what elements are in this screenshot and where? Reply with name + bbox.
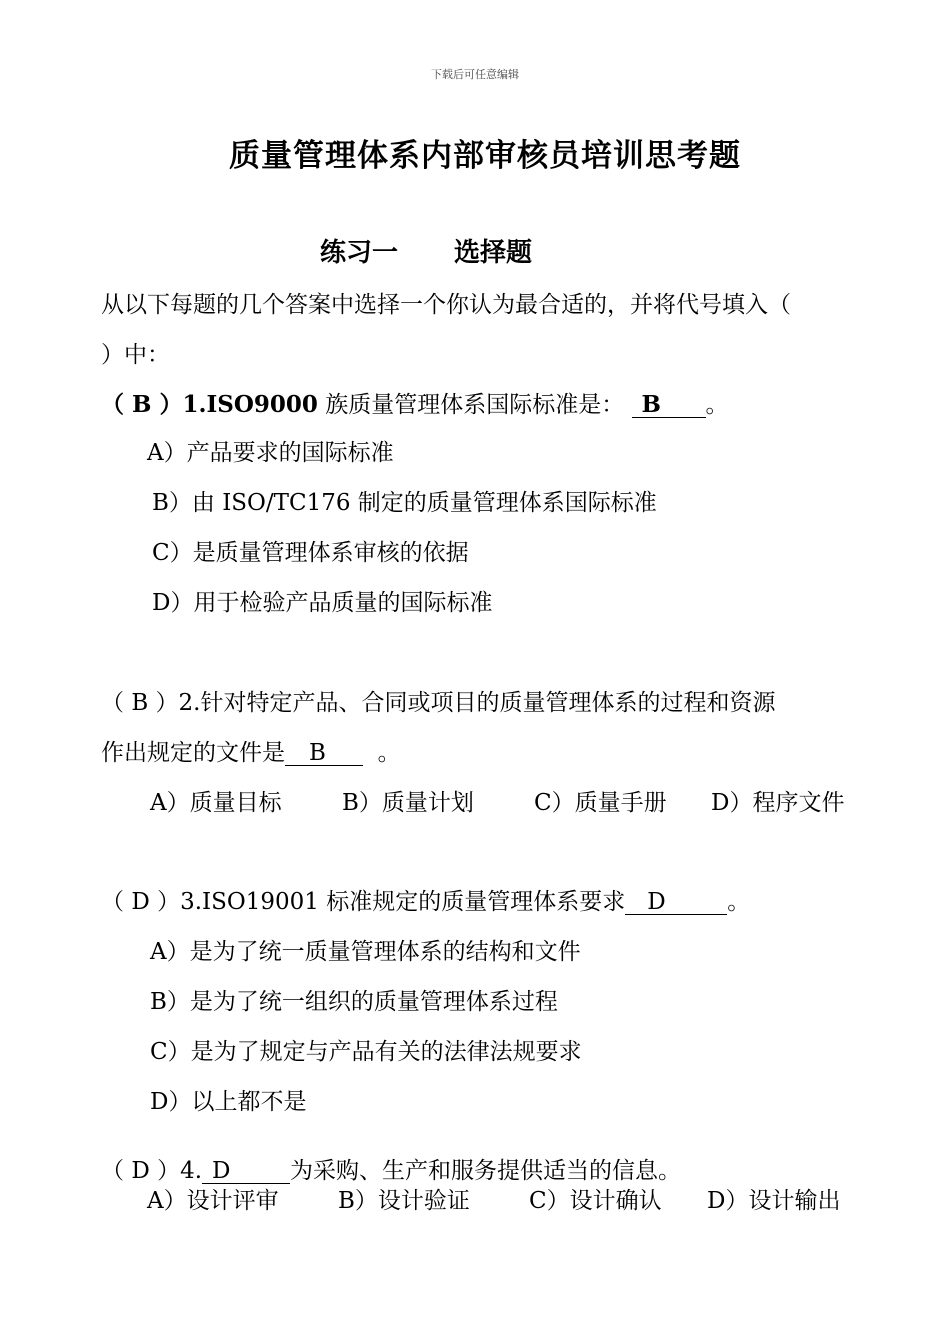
- q4-option-d: D）设计输出: [707, 1188, 841, 1214]
- q1-stem: 族质量管理体系国际标准是：: [325, 392, 625, 418]
- q2-answer: B: [131, 690, 149, 716]
- q3-answer: D: [131, 889, 150, 915]
- section-name: 选择题: [454, 238, 533, 268]
- q3-option-b: B）是为了统一组织的质量管理体系过程: [150, 989, 558, 1015]
- q2-option-c: C）质量手册: [534, 790, 667, 816]
- q2-option-a: A）质量目标: [150, 790, 282, 816]
- q1-option-b: B）由 ISO/TC176 制定的质量管理体系国际标准: [152, 490, 657, 516]
- q3-stem: 3.ISO19001 标准规定的质量管理体系要求: [180, 889, 626, 915]
- q2-end: 。: [377, 740, 401, 766]
- q3-blank: D: [625, 889, 727, 915]
- question-4: （ D ）4. D 为采购、生产和服务提供适当的信息。: [101, 1158, 682, 1184]
- q3-option-d: D）以上都不是: [150, 1089, 307, 1115]
- q4-blank: D: [202, 1158, 290, 1184]
- q1-option-d: D）用于检验产品质量的国际标准: [152, 590, 493, 616]
- q3-option-a: A）是为了统一质量管理体系的结构和文件: [150, 939, 581, 965]
- q1-option-a: A）产品要求的国际标准: [147, 440, 394, 466]
- q2-stem-2: 作出规定的文件是: [101, 740, 285, 766]
- q3-option-c: C）是为了规定与产品有关的法律法规要求: [150, 1039, 582, 1065]
- section-heading: [320, 232, 532, 269]
- q4-option-c: C）设计确认: [529, 1188, 662, 1214]
- q4-number: 4.: [180, 1158, 203, 1184]
- q4-stem: 为采购、生产和服务提供适当的信息。: [290, 1158, 682, 1184]
- question-2: （ B ）2.针对特定产品、合同或项目的质量管理体系的过程和资源: [101, 690, 776, 716]
- q4-option-a: A）设计评审: [147, 1188, 279, 1214]
- instruction-line-1: 从以下每题的几个答案中选择一个你认为最合适的，并将代号填入（: [101, 292, 791, 318]
- document-title: 质量管理体系内部审核员培训思考题: [229, 138, 741, 174]
- question-1: （ B ）1.ISO9000 族质量管理体系国际标准是： B 。: [101, 391, 729, 418]
- q1-option-c: C）是质量管理体系审核的依据: [152, 540, 469, 566]
- q1-number: 1.ISO9000: [182, 391, 318, 418]
- q4-option-b: B）设计验证: [338, 1188, 470, 1214]
- q2-option-b: B）质量计划: [342, 790, 474, 816]
- q3-end: 。: [727, 889, 751, 915]
- q2-blank: B: [285, 740, 363, 766]
- question-2-cont: [101, 734, 401, 767]
- page-header: 下载后可任意编辑: [431, 68, 519, 81]
- q2-stem-1: 2.针对特定产品、合同或项目的质量管理体系的过程和资源: [178, 690, 776, 716]
- q2-option-d: D）程序文件: [711, 790, 845, 816]
- section-label: 练习一: [320, 238, 399, 268]
- q1-answer: B: [132, 391, 152, 418]
- question-3: （ D ）3.ISO19001 标准规定的质量管理体系要求 D 。: [101, 889, 751, 915]
- instruction-line-2: ）中：: [101, 342, 170, 368]
- q1-end: 。: [705, 392, 729, 418]
- q4-answer: D: [131, 1158, 150, 1184]
- q1-blank: B: [632, 392, 706, 418]
